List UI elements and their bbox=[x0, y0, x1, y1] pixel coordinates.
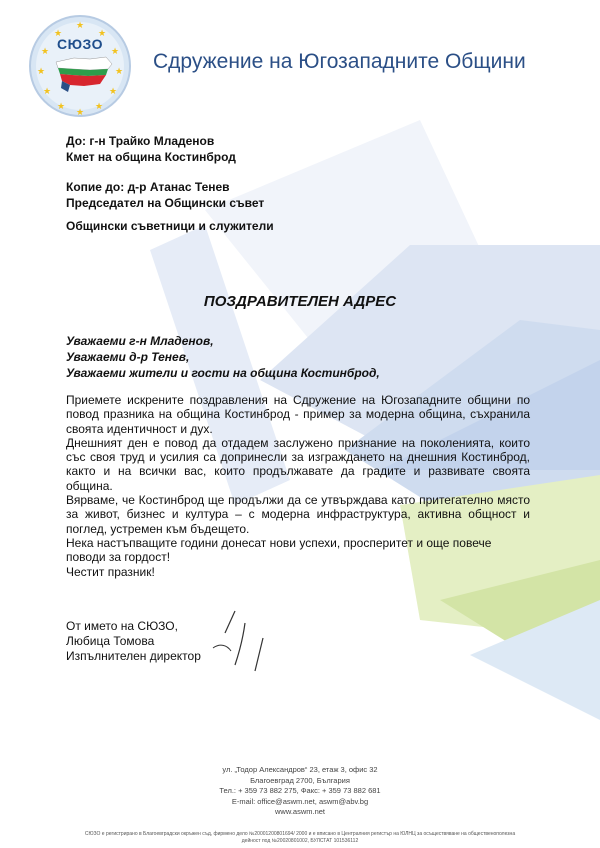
greeting-line: Уважаеми жители и гости на община Костинброд, bbox=[66, 366, 380, 380]
body-paragraph: Днешният ден е повод да отдадем заслужено признание на поколенията, които със своя труд и усилия са допринесли за изграждането на днешния Костинброд, както и на всички вас, които продължавате да градите и развивате своята община. bbox=[66, 435, 530, 493]
svg-text:★: ★ bbox=[114, 66, 124, 76]
svg-text:★: ★ bbox=[75, 20, 85, 30]
body-paragraph: Нека настъпващите години донесат нови успехи, просперитет и още повече поводи за гордост! bbox=[66, 535, 492, 565]
recipient-to-name: До: г-н Трайко Младенов bbox=[66, 134, 215, 148]
svg-text:★: ★ bbox=[110, 46, 120, 56]
recipient-copy-title: Председател на Общински съвет bbox=[66, 196, 265, 210]
body-paragraph: Вярваме, че Костинброд ще продължи да се утвърждава като притегателно място за живот, бизнес и култура – с модерна инфраструктура, активна общност и поглед, устремен към бъдещето. bbox=[66, 493, 530, 536]
body-paragraph: Приемете искрените поздравления на Сдружение на Югозападните общини по повод празника на община Костинброд - пример за модерна община, съхранила своята идентичност и дух. bbox=[66, 393, 530, 436]
legal-line: дейност под №20020801002, БУЛСТАТ 101536112 bbox=[241, 838, 359, 844]
svg-text:★: ★ bbox=[56, 101, 66, 111]
organization-name: Сдружение на Югозападните Общини bbox=[153, 50, 526, 73]
footer-address: ул. „Тодор Александров“ 23, етаж 3, офис 32 bbox=[222, 765, 378, 774]
handwritten-signature bbox=[205, 603, 295, 673]
letter-body bbox=[66, 393, 530, 579]
signature-name: Любица Томова bbox=[66, 634, 155, 648]
body-paragraph: Честит празник! bbox=[66, 564, 155, 579]
footer-email: E-mail: office@aswm.net, aswm@abv.bg bbox=[231, 796, 369, 806]
recipient-copy-name: Копие до: д-р Атанас Тенев bbox=[66, 180, 230, 194]
signature-line: От името на СЮЗО, bbox=[66, 619, 178, 633]
footer-contacts bbox=[0, 765, 600, 818]
legal-line: СЮЗО е регистрирано в Благоевградски окръжен съд, фирмено дело №20001200801694/ 2000 и е вписано в Централния регистър на ЮЛНЦ за осъществяване на общественополезна bbox=[84, 831, 516, 837]
footer-website: www.aswm.net bbox=[274, 807, 325, 816]
signature-block bbox=[66, 619, 201, 664]
greetings bbox=[66, 333, 380, 381]
svg-text:★: ★ bbox=[94, 101, 104, 111]
document-title: ПОЗДРАВИТЕЛЕН АДРЕС bbox=[203, 293, 397, 310]
greeting-line: Уважаеми г-н Младенов, bbox=[66, 334, 214, 348]
svg-text:★: ★ bbox=[97, 28, 107, 38]
svg-text:★: ★ bbox=[40, 46, 50, 56]
footer-phones: Тел.: + 359 73 882 275, Факс: + 359 73 882 681 bbox=[219, 786, 381, 795]
svg-text:★: ★ bbox=[75, 107, 85, 117]
svg-text:★: ★ bbox=[36, 66, 46, 76]
footer-city: Благоевград 2700, България bbox=[250, 775, 350, 785]
logo-text: СЮЗО bbox=[57, 36, 104, 52]
greeting-line: Уважаеми д-р Тенев, bbox=[66, 350, 190, 364]
logo-emblem bbox=[28, 14, 132, 118]
svg-text:★: ★ bbox=[108, 86, 118, 96]
recipient-to-title: Кмет на община Костинброд bbox=[66, 150, 236, 164]
recipient-others: Общински съветници и служители bbox=[66, 219, 274, 233]
svg-text:★: ★ bbox=[53, 28, 63, 38]
footer-legal bbox=[0, 831, 600, 845]
svg-text:★: ★ bbox=[42, 86, 52, 96]
signature-position: Изпълнителен директор bbox=[66, 649, 201, 663]
